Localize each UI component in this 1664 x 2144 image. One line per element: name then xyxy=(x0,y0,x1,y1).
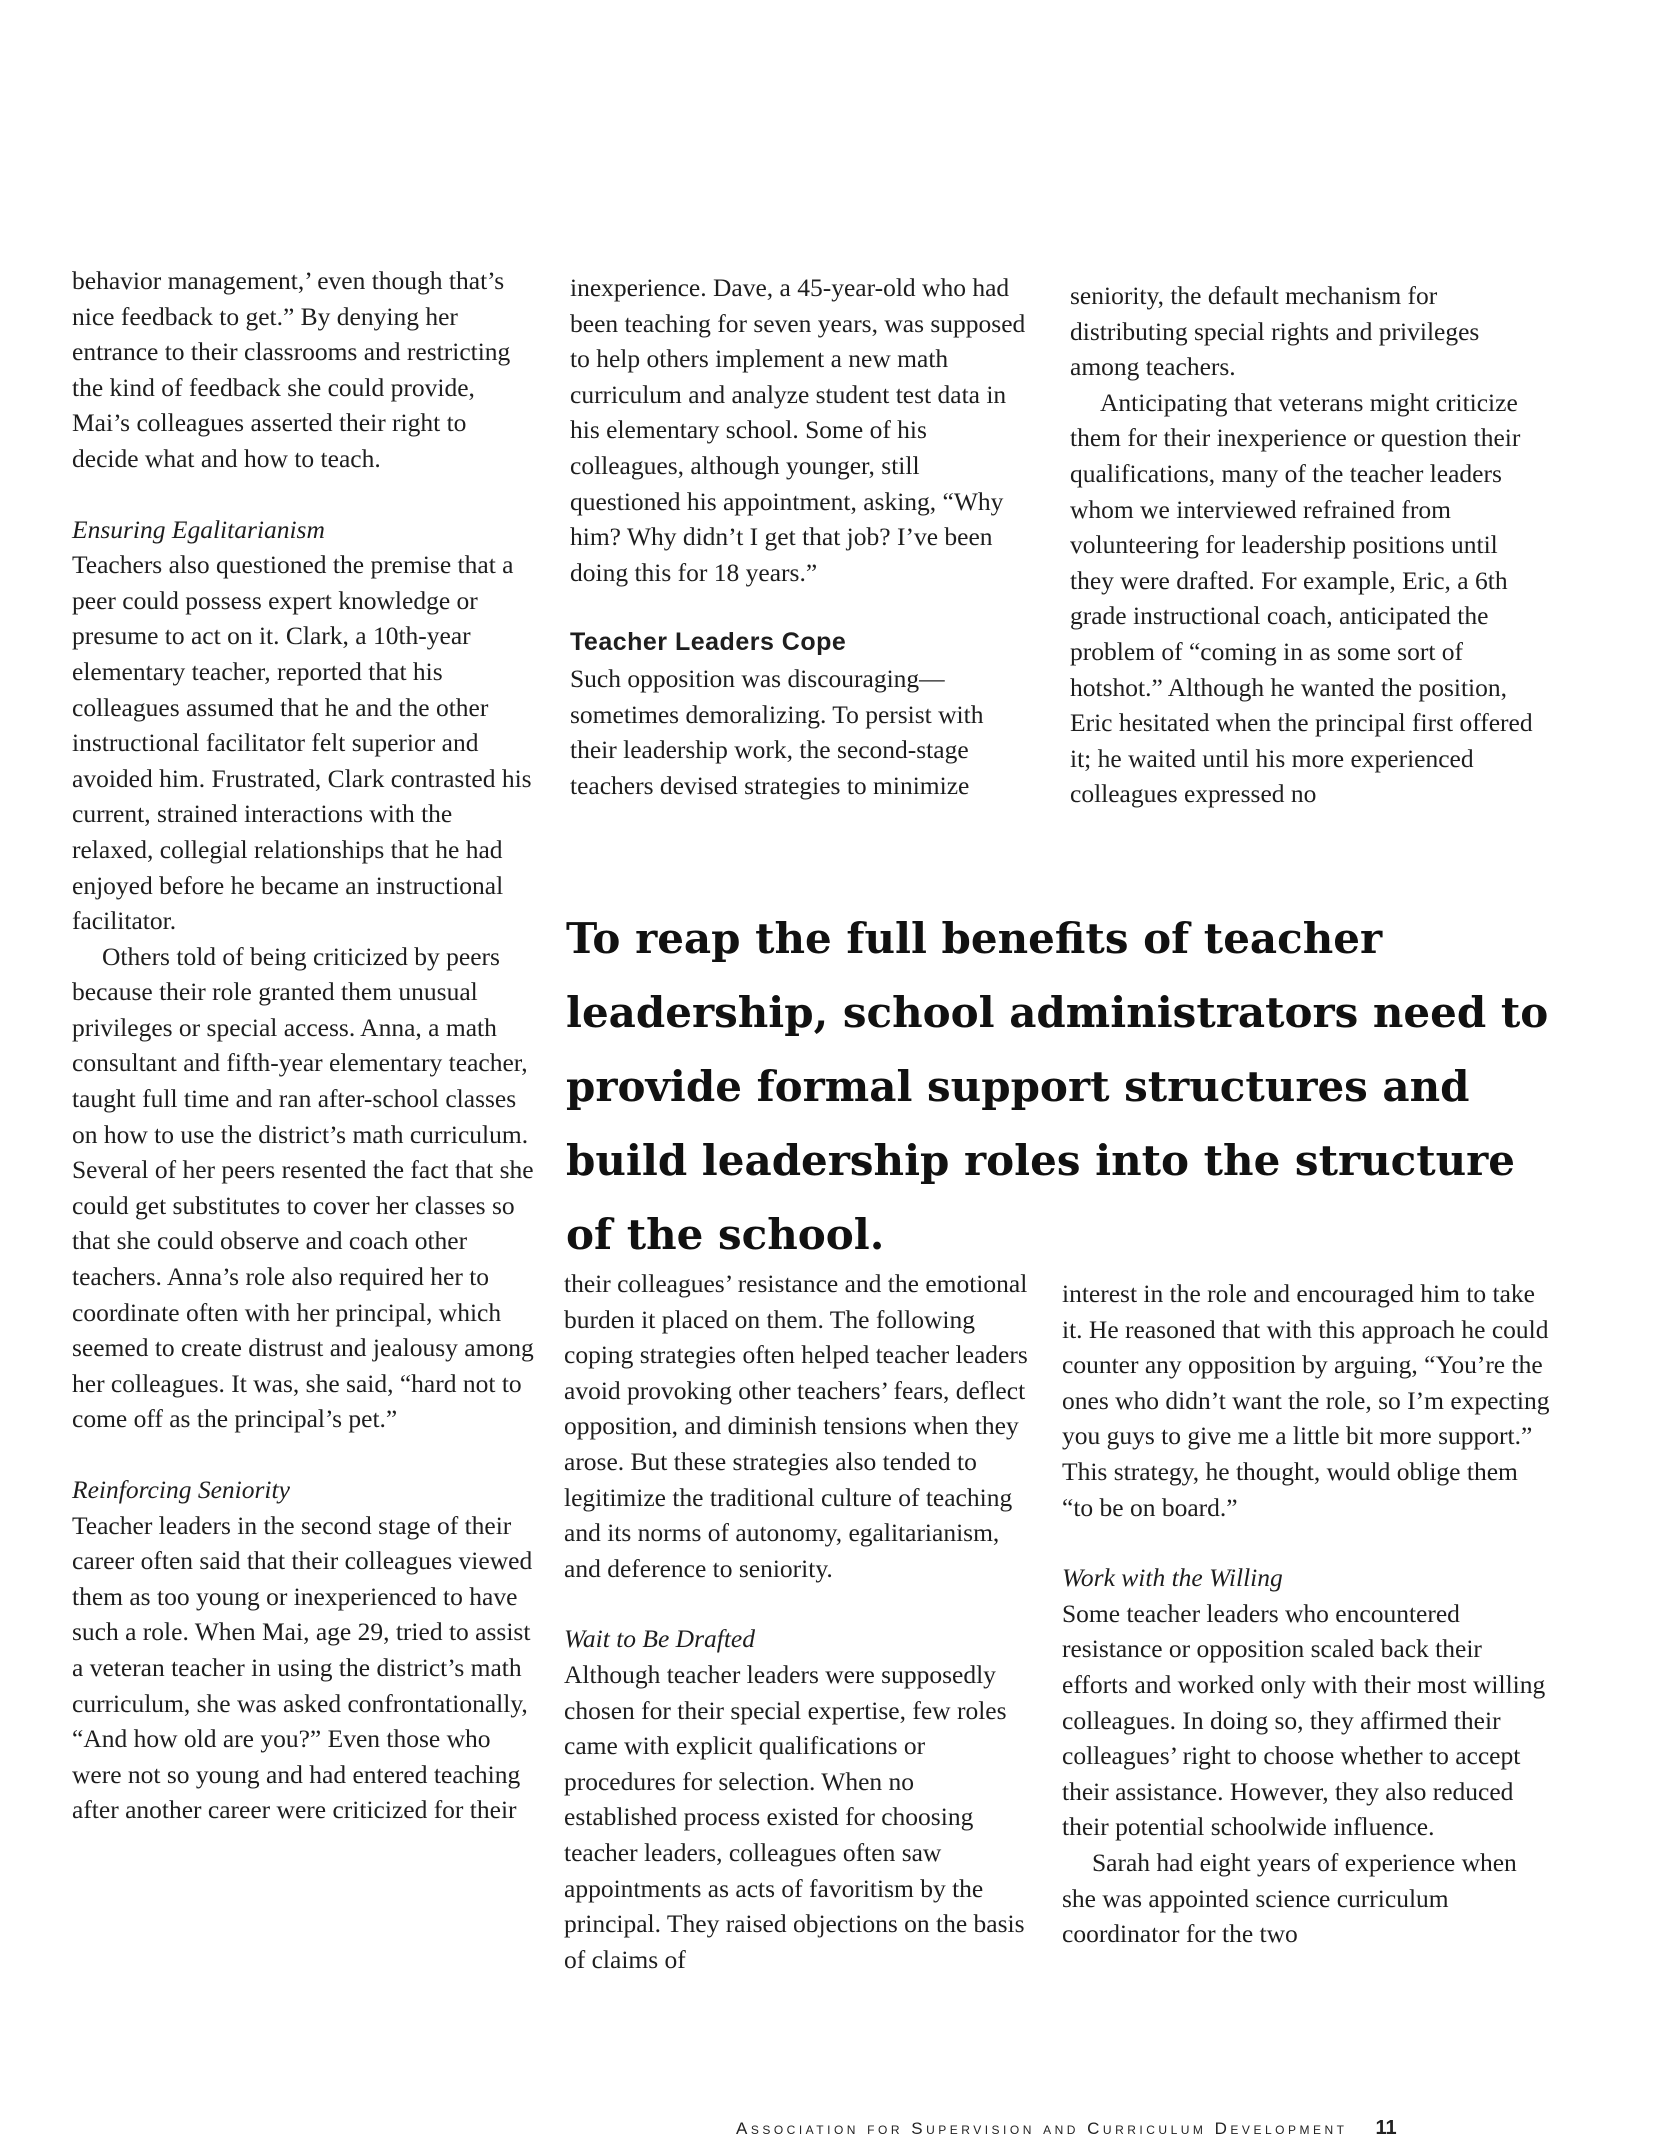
body-paragraph: inexperience. Dave, a 45-year-old who had been teaching for seven years, was supposed to help others implement a new math curriculum and analyze student test data in his elementary school. Some of his colleagues, although younger, still questioned his appointment, asking, “Why him? Why didn’t I get that job? I’ve been doing this for 18 years.” xyxy=(570,273,1026,587)
right-column-bottom xyxy=(1062,1276,1550,1952)
body-paragraph: Such opposition was discouraging—sometimes demoralizing. To persist with their leadership work, the second-stage teachers devised strategies to minimize xyxy=(570,663,984,800)
body-paragraph: Although teacher leaders were supposedly chosen for their special expertise, few roles came with explicit qualifications or procedures for selection. When no established process existed for choosing teacher leaders, colleagues often saw appointments as acts of favoritism by the principal. They raised objections on the basis of claims of xyxy=(564,1659,1025,1974)
subheading-ensuring-egalitarianism: Ensuring Egalitarianism xyxy=(72,514,325,544)
section-heading-teacher-leaders-cope: Teacher Leaders Cope xyxy=(570,628,847,657)
body-paragraph: Anticipating that veterans might criticize them for their inexperience or question their qualifications, many of the teacher leaders whom we interviewed refrained from volunteering for leadership positions until they were drafted. For example, Eric, a 6th grade instructional coach, anticipated the problem of “coming in as some sort of hotshot.” Although he wanted the position, Eric hesitated when the principal first offered it; he waited until his more experienced colleagues expressed no xyxy=(1070,387,1533,809)
body-paragraph: Teachers also questioned the premise that a peer could possess expert knowledge or presume to act on it. Clark, a 10th-year elementary teacher, reported that his colleagues assumed that he and the other instructional facilitator felt superior and avoided him. Frustrated, Clark contrasted his current, strained interactions with the relaxed, collegial relationships that he had enjoyed before he became an instructional facilitator. xyxy=(72,550,532,936)
body-paragraph: interest in the role and encouraged him to take it. He reasoned that with this approach he could counter any opposition by arguing, “You’re the ones who didn’t want the role, so I’m expecting you guys to give me a little bit more support.” This strategy, he thought, would oblige them “to be on board.” xyxy=(1062,1279,1550,1522)
middle-column-top xyxy=(570,270,1036,803)
subheading-work-with-the-willing: Work with the Willing xyxy=(1062,1563,1283,1593)
right-column-top xyxy=(1070,278,1538,812)
body-paragraph: Others told of being criticized by peers because their role granted them unusual privileges or special access. Anna, a math consultant and fifth-year elementary teacher, taught full time and ran after-school classes on how to use the district’s math curriculum. Several of her peers resented the fact that she could get substitutes to cover her classes so that she could observe and coach other teachers. Anna’s role also required her to coordinate often with her principal, which seemed to create distrust and jealousy among her colleagues. It was, she said, “hard not to come off as the principal’s pet.” xyxy=(72,941,534,1434)
body-paragraph: behavior management,’ even though that’s nice feedback to get.” By denying her entrance to their classrooms and restricting the kind of feedback she could provide, Mai’s colleagues asserted their right to decide what and how to teach. xyxy=(72,266,511,473)
body-paragraph: seniority, the default mechanism for distributing special rights and privileges among teachers. xyxy=(1070,281,1480,382)
subheading-wait-to-be-drafted: Wait to Be Drafted xyxy=(564,1624,756,1654)
middle-column-bottom xyxy=(564,1266,1032,1977)
body-paragraph: Teacher leaders in the second stage of their career often said that their colleagues viewed them as too young or inexperienced to have such a role. When Mai, age 29, tried to assist a veteran teacher in using the district’s math curriculum, she was asked confrontationally, “And how old are you?” Even those who were not so young and had entered teaching after another career were criticized for their xyxy=(72,1510,533,1825)
page-number: 11 xyxy=(1375,2117,1397,2139)
body-paragraph: Sarah had eight years of experience when she was appointed science curriculum coordinator for the two xyxy=(1062,1847,1517,1949)
left-column xyxy=(72,263,534,1828)
subheading-reinforcing-seniority: Reinforcing Seniority xyxy=(72,1475,290,1504)
body-paragraph: their colleagues’ resistance and the emotional burden it placed on them. The following coping strategies often helped teacher leaders avoid provoking other teachers’ fears, deflect opposition, and diminish tensions when they arose. But these strategies also tended to legitimize the traditional culture of teaching and its norms of autonomy, egalitarianism, and deference to seniority. xyxy=(564,1269,1028,1583)
body-paragraph: Some teacher leaders who encountered resistance or opposition scaled back their efforts and worked only with their most willing colleagues. In doing so, they affirmed their colleagues’ right to choose whether to accept their assistance. However, they also reduced their potential schoolwide influence. xyxy=(1062,1598,1546,1842)
footer-organization: Association for Supervision and Curriculum Development xyxy=(736,2119,1348,2138)
page-footer xyxy=(736,2117,1397,2140)
pull-quote: To reap the full benefits of teacher leadership, school administrators need to provide formal support structures and build leadership roles into the structure of the school. xyxy=(566,914,1549,1259)
